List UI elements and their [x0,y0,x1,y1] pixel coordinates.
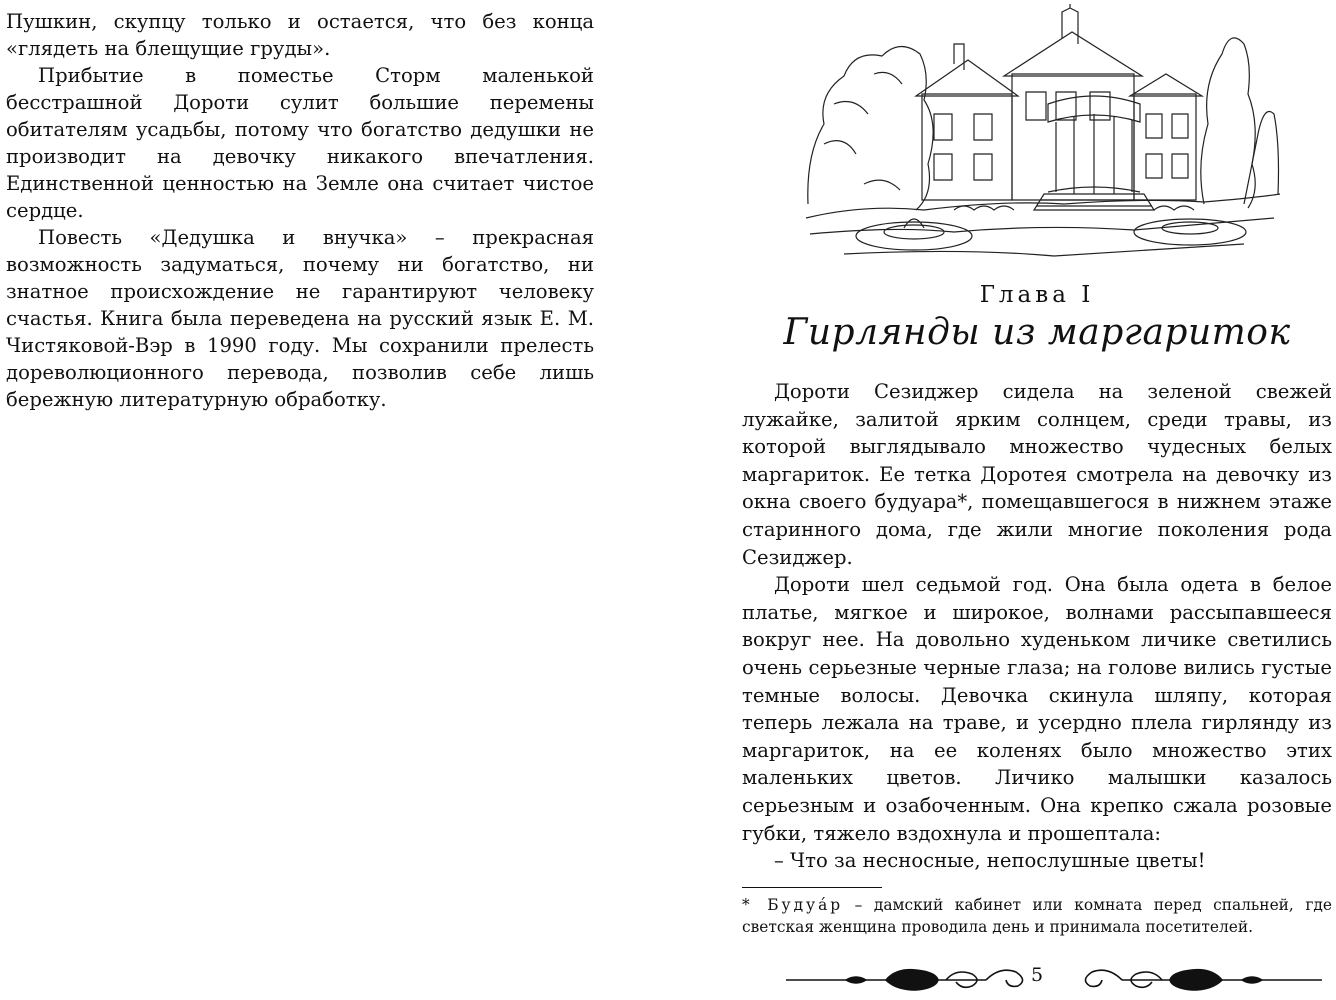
ornament-right-icon [1062,962,1322,992]
right-page [742,0,1332,1000]
chapter-text [742,378,1332,875]
left-page [6,8,594,413]
footnote-divider [742,887,882,888]
chapter-title: Гирлянды из маргариток [783,312,1291,353]
footnote [742,894,1332,938]
page-footer [742,958,1332,994]
paragraph: Дороти шел седьмой год. Она была одета в белое платье, мягкое и широкое, волнами рассыпавшееся вокруг нее. На довольно худеньком личике светились очень серьезные черные глаза; на голове вились густые темные волосы. Девочка скинула шляпу, которая теперь лежала на траве, и усердно плела гирлянду из маргариток, на ее коленях было множество этих маленьких цветов. Личико малышки казалось серьезным и озабоченным. Она крепко сжала розовые губки, тяжело вздохнула и прошептала: [742,573,1332,845]
paragraph: Дороти Сезиджер сидела на зеленой свежей лужайке, залитой ярким солнцем, среди травы, из которой выглядывало множество чудесных белых маргариток. Ее тетка Доротея смотрела на девочку из окна своего будуара*, помещавшегося в нижнем этаже старинного дома, где жили многие поколения рода Сезиджер. [742,380,1332,569]
paragraph: Прибытие в поместье Сторм маленькой бесстрашной Дороти сулит большие перемены обитателям усадьбы, потому что богатство дедушки не производит на девочку никакого впечатления. Единственной ценностью на Земле она считает чистое сердце. [6,64,594,222]
footnote-term: * Будуа́р [742,896,844,914]
paragraph: Пушкин, скупцу только и остается, что без конца «глядеть на блещущие груды». [6,10,594,60]
chapter-label: Глава I [979,282,1095,308]
paragraph: Повесть «Дедушка и внучка» – прекрасная возможность задуматься, почему ни богатство, ни знатное происхождение не гарантируют человеку счастья. Книга была переведена на русский язык Е. М. Чистяковой-Вэр в 1990 году. Мы сохранили прелесть дореволюционного перевода, позволив себе лишь бережную литературную обработку. [6,226,594,411]
ornament-left-icon [786,962,1046,992]
paragraph: – Что за несносные, непослушные цветы! [774,849,1206,873]
manor-house-illustration [804,4,1282,274]
footnote-text: – дамский кабинет или комната перед спальней, где светская женщина проводила день и принимала посетителей. [742,896,1332,936]
page-number: 5 [1030,964,1044,986]
